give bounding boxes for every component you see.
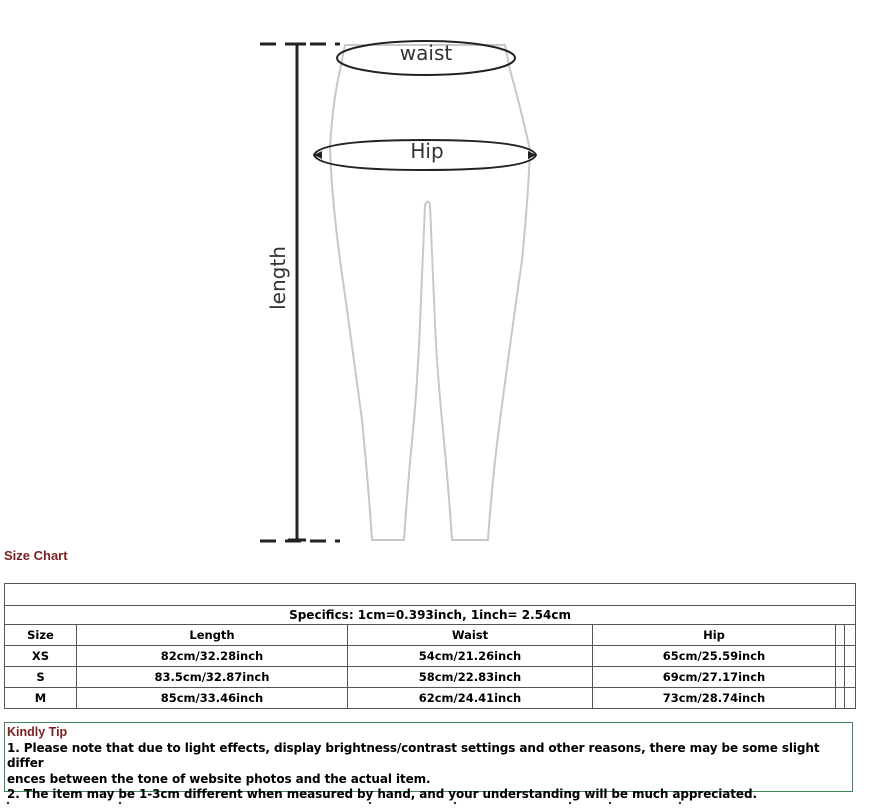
size-chart-title: Size Chart: [4, 548, 68, 563]
table-row: [5, 646, 856, 667]
empty-cell: [845, 625, 856, 646]
cell-length: 83.5cm/32.87inch: [77, 667, 348, 688]
kindly-tip-line-1a: 1. Please note that due to light effects, display brightness/contrast settings and other reasons, there may be some slight differ: [7, 740, 820, 770]
cell-hip: 65cm/25.59inch: [593, 646, 836, 667]
header-waist: Waist: [348, 625, 593, 646]
header-length: Length: [77, 625, 348, 646]
table-specifics-row: [5, 606, 856, 625]
empty-cell: [845, 667, 856, 688]
table-spacer-row: [5, 584, 856, 606]
header-size: Size: [5, 625, 77, 646]
kindly-tip-box: [4, 722, 853, 801]
cut-off-text-remnant: [0, 793, 876, 800]
kindly-tip-line-2: 2. The item may be 1-3cm different when measured by hand, and your understanding will be much appreciated.: [7, 787, 757, 801]
empty-cell: [836, 688, 845, 709]
size-chart-table: [4, 583, 856, 709]
cell-waist: 62cm/24.41inch: [348, 688, 593, 709]
empty-cell: [836, 625, 845, 646]
cell-hip: 73cm/28.74inch: [593, 688, 836, 709]
empty-cell: [845, 646, 856, 667]
table-header-row: [5, 625, 856, 646]
cell-hip: 69cm/27.17inch: [593, 667, 836, 688]
cell-size: M: [5, 688, 77, 709]
empty-cell: [836, 646, 845, 667]
length-label: length: [266, 246, 290, 310]
kindly-tip-line-1b: ences between the tone of website photos and the actual item.: [7, 771, 431, 786]
table-row: [5, 667, 856, 688]
cell-size: S: [5, 667, 77, 688]
cell-length: 82cm/32.28inch: [77, 646, 348, 667]
header-hip: Hip: [593, 625, 836, 646]
cell-size: XS: [5, 646, 77, 667]
empty-cell: [845, 688, 856, 709]
specifics-text: Specifics: 1cm=0.393inch, 1inch= 2.54cm: [5, 606, 856, 625]
hip-label: Hip: [410, 139, 444, 163]
cell-length: 85cm/33.46inch: [77, 688, 348, 709]
waist-label: waist: [399, 41, 453, 65]
cell-waist: 54cm/21.26inch: [348, 646, 593, 667]
empty-cell: [836, 667, 845, 688]
table-row: [5, 688, 856, 709]
leggings-outline: [330, 45, 530, 540]
cell-waist: 58cm/22.83inch: [348, 667, 593, 688]
kindly-tip-title: Kindly Tip: [7, 725, 68, 739]
